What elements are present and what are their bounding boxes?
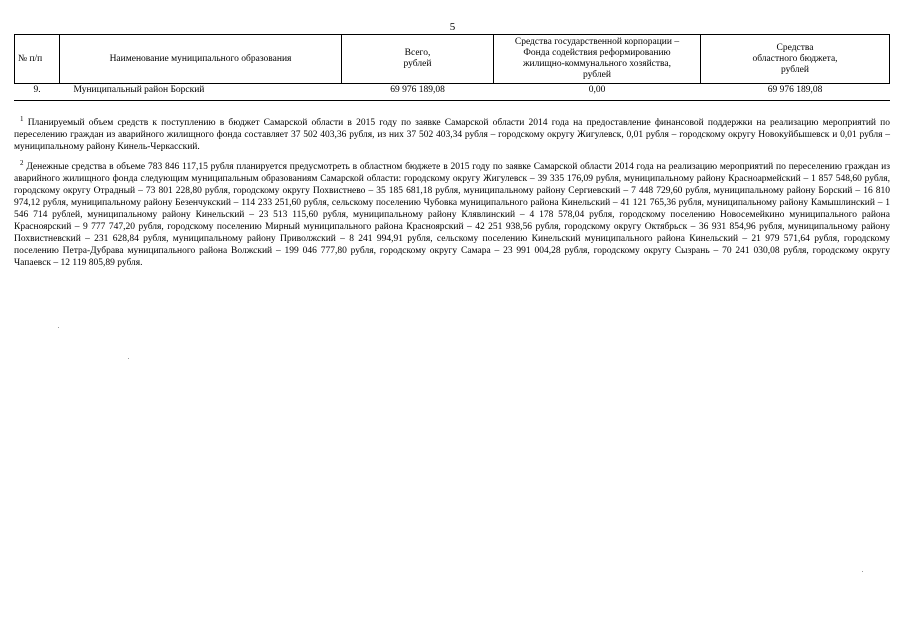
- header-fund-line: жилищно-коммунального хозяйства,: [522, 59, 671, 69]
- footnote-mark: 1: [20, 115, 24, 123]
- page-number: 5: [449, 21, 456, 33]
- header-number: № п/п: [15, 35, 60, 84]
- table-row: [15, 84, 890, 98]
- header-fund: [494, 35, 701, 84]
- table-header-row: [15, 35, 890, 84]
- scan-speck: [58, 327, 59, 328]
- header-total-line: Всего,: [404, 48, 431, 58]
- footnote-divider: [14, 100, 890, 101]
- header-fund-line: Средства государственной корпорации –: [514, 37, 680, 47]
- row-fund: 0,00: [588, 85, 606, 95]
- footnote-mark: 2: [20, 159, 24, 168]
- header-fund-line: рублей: [583, 70, 611, 80]
- row-number: 9.: [33, 85, 41, 95]
- footnote-text: Денежные средства в объеме 783 846 117,15 рубля планируется предусмотреть в областном бюджете в 2015 году по заявке Самарской области 2014 года на реализацию мероприятий по переселению граждан из аварийного жилищного фонда следующим муниципальным образованиям Самарской области: городскому округу Жигулевск – 39 335 176,09 рубля, муниципальному району Красноармейский – 1 857 548,60 рубля, городскому округу Отрадный – 73 801 228,80 рубля, городскому округу Похвистнево – 35 185 681,18 рубля, муниципальному району Сергиевский – 7 448 729,60 рубля, муниципальному району Борский – 16 810 974,12 рубля, муниципальному району Безенчукский – 114 233 251,60 рубля, сельскому поселению Чубовка муниципального района Кинельский – 41 121 765,36 рубля, муниципальному району Камышлинский – 1 546 714 рублей, муниципальному району Кинельский – 23 513 115,60 рубля, муниципальному району Клявлинский – 4 178 578,04 рубля, городскому поселению Новосемейкино муниципального района Красноярский – 9 777 747,20 рубля, городскому поселению Мирный муниципального района Красноярский – 42 251 938,56 рубля, городскому округу Октябрьск – 36 931 854,96 рубля, муниципальному району Похвистневский – 231 628,84 рубля, муниципальному району Приволжский – 8 241 994,91 рубля, сельскому поселению Кинельский муниципального района Кинельский – 21 979 571,64 рубля, городскому поселению Петра-Дубрава муниципального района Волжский – 199 046 777,80 рубля, городскому округу Самара – 23 991 004,28 рубля, городскому округу Сызрань – 70 241 030,08 рубля, городскому округу Чапаевск – 12 119 805,89 рубля.: [14, 162, 890, 269]
- header-regional-budget: [701, 35, 890, 84]
- header-regional-line: Средства: [776, 42, 814, 53]
- footnote-text: Планируемый объем средств к поступлению в бюджет Самарской области в 2015 году по заявке Самарской области 2014 года на предоставление финансовой поддержки на реализацию мероприятий по переселению граждан из аварийного жилищного фонда составляет 37 502 403,36 рубля, из них 37 502 403,34 рубля – городскому округу Жигулевск, 0,01 рубля – городскому округу Новокуйбышевск и 0,01 рубля – муниципальному району Кинель-Черкасский.: [14, 118, 891, 153]
- footnote-2: [14, 157, 890, 269]
- footnote-1: [14, 113, 890, 153]
- scan-speck: [128, 358, 129, 359]
- funding-table: [14, 34, 890, 97]
- row-regional-budget: 69 976 189,08: [767, 85, 823, 95]
- header-total: [342, 35, 494, 84]
- scan-speck: [862, 571, 863, 572]
- row-total: 69 976 189,08: [390, 85, 445, 95]
- header-fund-line: Фонда содействия реформированию: [523, 48, 671, 58]
- row-municipality: Муниципальный район Борский: [73, 85, 205, 95]
- header-regional-line: областного бюджета,: [752, 53, 838, 64]
- header-total-line: рублей: [403, 59, 432, 69]
- header-regional-line: рублей: [781, 64, 809, 75]
- footnotes: [14, 113, 890, 273]
- header-municipality: Наименование муниципального образования: [60, 35, 342, 84]
